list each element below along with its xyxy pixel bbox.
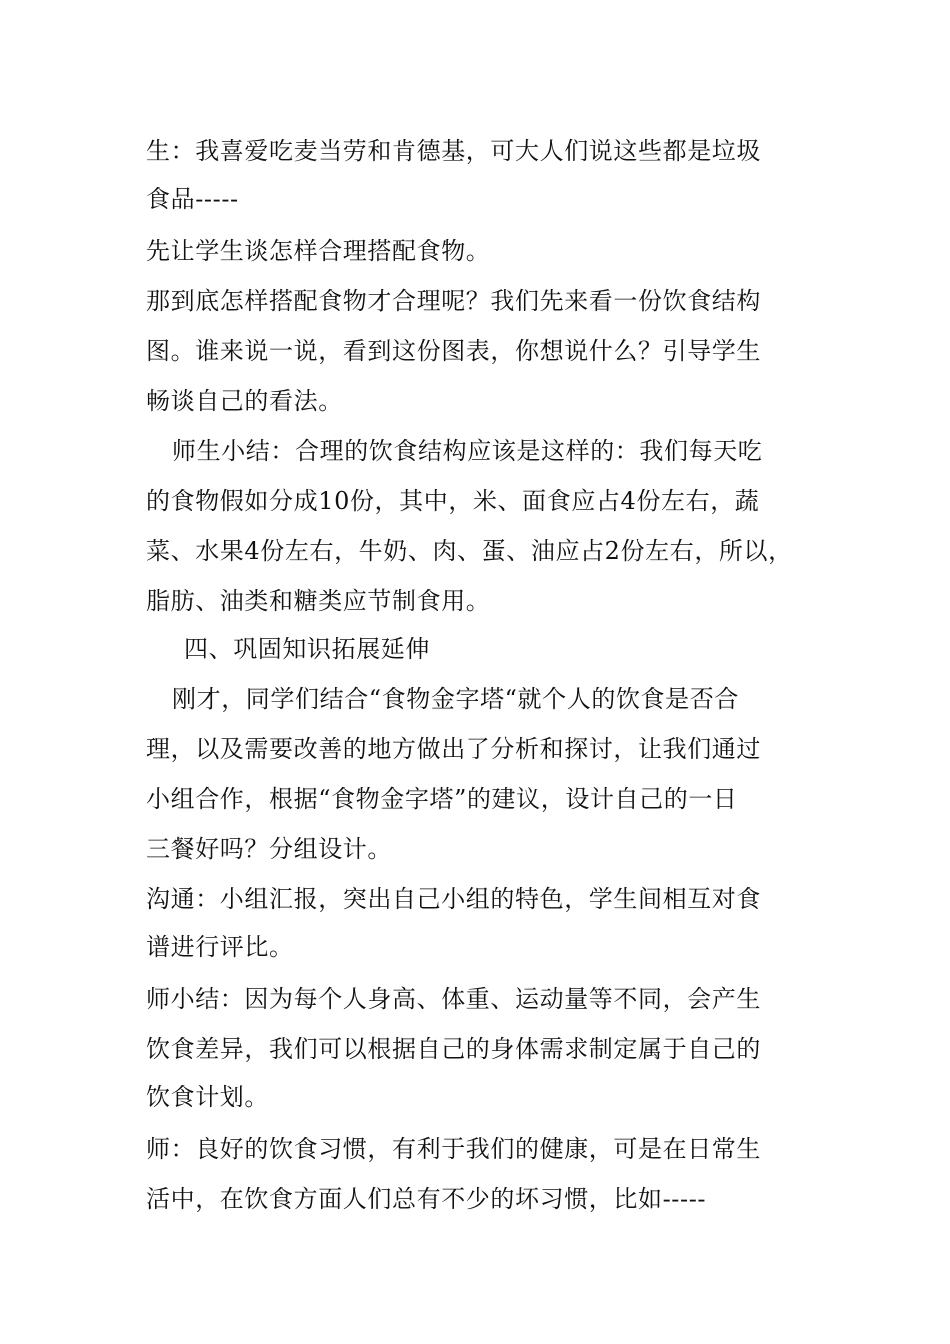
text-line: 师：良好的饮食习惯，有利于我们的健康，可是在日常生 <box>146 1135 761 1163</box>
text-line: 理，以及需要改善的地方做出了分析和探讨，让我们通过 <box>146 735 761 763</box>
text-line: 食品----- <box>146 185 239 213</box>
text-line: 的食物假如分成10份，其中，米、面食应占4份左右，蔬 <box>146 487 760 515</box>
text-line: 刚才，同学们结合“食物金字塔“就个人的饮食是否合 <box>172 685 739 713</box>
text-line: 那到底怎样搭配食物才合理呢？我们先来看一份饮食结构 <box>146 287 761 315</box>
text-line: 菜、水果4份左右，牛奶、肉、蛋、油应占2份左右，所以， <box>146 537 793 565</box>
text-line: 三餐好吗？分组设计。 <box>146 835 392 863</box>
text-line: 沟通：小组汇报，突出自己小组的特色，学生间相互对食 <box>146 885 761 913</box>
text-line: 活中，在饮食方面人们总有不少的坏习惯，比如----- <box>146 1185 707 1213</box>
text-line: 师生小结：合理的饮食结构应该是这样的：我们每天吃 <box>172 437 763 465</box>
text-line: 先让学生谈怎样合理搭配食物。 <box>146 237 491 265</box>
text-line: 脂肪、油类和糖类应节制食用。 <box>146 587 491 615</box>
text-line: 谱进行评比。 <box>146 933 294 961</box>
text-line: 饮食差异，我们可以根据自己的身体需求制定属于自己的 <box>146 1035 761 1063</box>
section-heading: 四、巩固知识拓展延伸 <box>184 635 430 663</box>
text-line: 小组合作，根据“食物金字塔”的建议，设计自己的一日 <box>146 785 738 813</box>
text-line: 师小结：因为每个人身高、体重、运动量等不同，会产生 <box>146 985 761 1013</box>
text-line: 生：我喜爱吃麦当劳和肯德基，可大人们说这些都是垃圾 <box>146 137 761 165</box>
text-line: 畅谈自己的看法。 <box>146 387 343 415</box>
text-line: 图。谁来说一说，看到这份图表，你想说什么？引导学生 <box>146 337 761 365</box>
text-line: 饮食计划。 <box>146 1083 269 1111</box>
